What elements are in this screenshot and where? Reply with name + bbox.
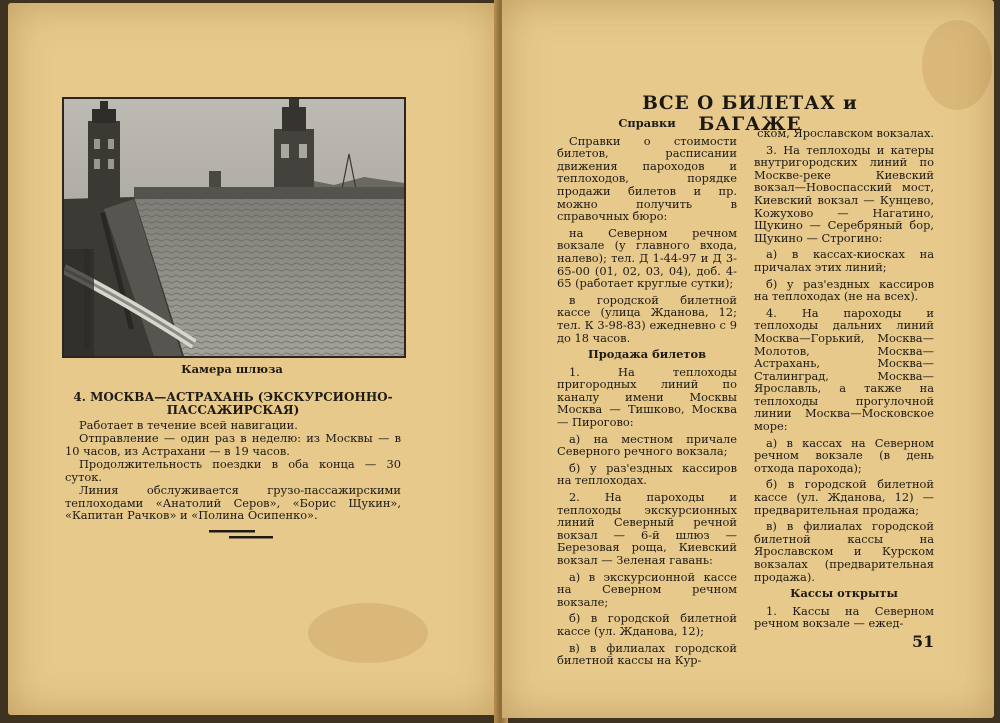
paragraph: 1. На теплоходы пригородных линий по каналу имени Москвы Москва — Тишково, Москва — Пирогово:	[557, 364, 737, 430]
paragraph: ском, Ярославском вокзалах.	[757, 126, 934, 140]
decorative-rule	[203, 526, 273, 540]
page-heading: ВСЕ О БИЛЕТАХ и БАГАЖЕ	[642, 93, 858, 135]
paragraph-departure: Отправление — один раз в неделю: из Москвы — в 10 часов, из Астрахани — в 19 часов.	[65, 431, 401, 458]
right-column-2	[754, 127, 934, 634]
paragraph: б) в городской билетной кассе (ул. Жданова, 12) — предварительная продажа;	[754, 477, 934, 517]
lock-chamber-photo	[62, 97, 406, 358]
paragraph: б) в городской билетной кассе (ул. Жданова, 12);	[557, 611, 737, 638]
paragraph: Справки о стоимости билетов, расписании движения пароходов и теплоходов, порядке продажи билетов и пр. можно получить в справочных бюро:	[557, 133, 737, 224]
photo-illustration	[64, 99, 404, 356]
paragraph: а) в кассах на Северном речном вокзале (в день отхода парохода);	[754, 435, 934, 475]
paragraph: а) на местном причале Северного речного вокзала;	[557, 431, 737, 459]
paragraph: а) в экскурсионной кассе на Северном речном вокзале;	[557, 569, 737, 609]
subheading-ticket-sales: Продажа билетов	[587, 347, 707, 362]
subheading-offices-open: Кассы открыты	[790, 586, 898, 601]
paragraph: 4. На пароходы и теплоходы дальних линий Москва—Горький, Москва—Молотов, Москва—Астрахань, Москва—Сталинград, Москва—Ярославль, а также на теплоходы прогулочной линии Москва—Московское море:	[754, 305, 934, 434]
paragraph: в) в филиалах городской билетной кассы на Ярославском и Курском вокзалах (предварительная продажа).	[754, 519, 934, 584]
paper-stain	[308, 603, 428, 663]
paragraph: 1. Кассы на Северном речном вокзале — ежед-	[754, 603, 934, 631]
paragraph: в городской билетной кассе (улица Жданова, 12; тел. К 3-98-83) ежедневно с 9 до 18 часов.	[557, 292, 737, 345]
paragraph: а) в кассах-киосках на причалах этих линий;	[754, 247, 934, 274]
paragraph: б) у раз'ездных кассиров на теплоходах.	[557, 460, 737, 488]
paper-stain	[922, 20, 992, 110]
paragraph: 3. На теплоходы и катеры внутригородских линий по Москве-реке Киевский вокзал—Новоспасский мост, Киевский вокзал — Кунцево, Кожухово — Нагатино, Щукино — Серебряный бор, Щукино — Строгино:	[754, 142, 934, 245]
paragraph: б) у раз'ездных кассиров на теплоходах (не на всех).	[754, 276, 934, 304]
right-column-1	[557, 113, 737, 671]
photo-caption: Камера шлюза	[181, 362, 283, 376]
paragraph: на Северном речном вокзале (у главного входа, налево); тел. Д 1-44-97 и Д 3-65-00 (01, 02, 03, 04), доб. 4-65 (работает круглые сутки);	[557, 225, 737, 291]
paragraph-ships: Линия обслуживается грузо-пассажирскими теплоходами «Анатолий Серов», «Борис Щукин», «Капитан Рачков» и «Полина Осипенко».	[65, 483, 401, 523]
section-title-moscow-astrakhan: 4. МОСКВА—АСТРАХАНЬ (ЭКСКУРСИОННО-ПАССАЖИРСКАЯ)	[73, 390, 393, 417]
paragraph-navigation: Работает в течение всей навигации.	[79, 418, 298, 432]
subheading-info: Справки	[618, 116, 676, 130]
paragraph: в) в филиалах городской билетной кассы на Кур-	[557, 640, 737, 668]
paragraph: 2. На пароходы и теплоходы экскурсионных линий Северный речной вокзал — 6-й шлюз — Березовая роща, Киевский вокзал — Зеленая гавань:	[557, 490, 737, 567]
paragraph-duration: Продолжительность поездки в оба конца — 30 суток.	[65, 457, 401, 484]
page-number: 51	[912, 632, 935, 651]
